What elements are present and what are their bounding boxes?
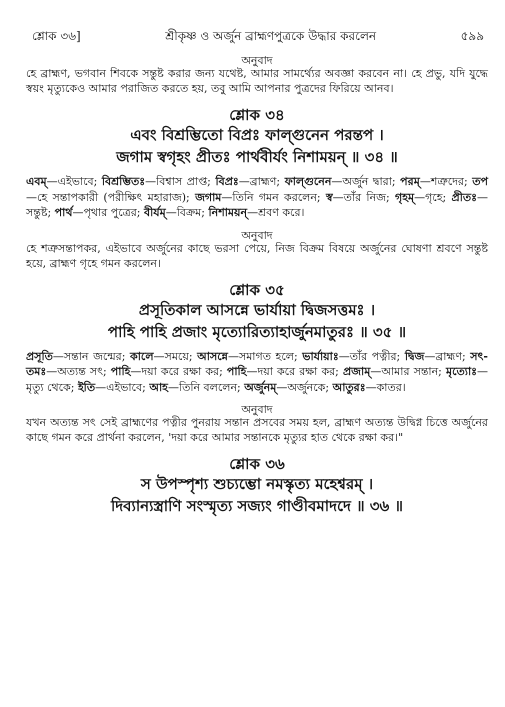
book-page xyxy=(26,28,488,517)
verse-35-word-meanings: প্রসূতি—সন্তান জন্মের; কালে—সময়ে; আসন্নে—সমাগত হলে; ভার্যায়াঃ—তাঁর পত্নীর; দ্বিজ—ব্রাহ্মণ; সৎ-তমঃ—অত্যন্ত সৎ; পাহি—দয়া করে রক্ষা কর; পাহি—দয়া করে রক্ষা কর; প্রজাম্—আমার সন্তান; মৃত্যোঃ—মৃত্যু থেকে; ইতি—এইভাবে; আহ—তিনি বললেন; অর্জুনম্—অর্জুনকে; আতুরঃ—কাতর। xyxy=(26,349,488,394)
running-header xyxy=(26,28,488,46)
translation-text: হে ব্রাহ্মণ, ভগবান শিবকে সন্তুষ্ট করার জন্য যথেষ্ট, আমার সামর্থ্যের অবজ্ঞা করবেন না। হে প্রভু, যদি যুদ্ধে স্বয়ং মৃত্যুকেও আমার পরাজিত করতে হয়, তবু আমি আপনার পুত্রদের ফিরিয়ে আনব। xyxy=(26,67,488,95)
header-chapter-title: শ্রীকৃষ্ণ ও অর্জুন ব্রাহ্মণপুত্রকে উদ্ধার করলেন xyxy=(165,29,377,43)
verse-36-line-2: দিব্যান্যস্ত্রাণি সংস্মৃত্য সজ্যং গাণ্ডীবমাদদে ॥ ৩৬ ॥ xyxy=(110,497,404,515)
verse-34-translation-heading: অনুবাদ xyxy=(241,228,273,242)
verse-35-translation: যখন অত্যন্ত সৎ সেই ব্রাহ্মণের পত্নীর পুনরায় সন্তান প্রসবের সময় হল, ব্রাহ্মণ অত্যন্ত উদ্বিগ্ন চিত্তে অর্জুনের কাছে গমন করে প্রার্থনা করলেন, 'দয়া করে আমার সন্তানকে মৃত্যুর হাত থেকে রক্ষা কর।" xyxy=(26,416,488,444)
page-number: ৫৯৯ xyxy=(460,29,484,43)
verse-35-title: শ্লোক ৩৫ xyxy=(229,280,285,299)
verse-36-line-1: স উপস্পৃশ্য শুচ্যম্ভো নমস্কৃত্য মহেশ্বরম্ । xyxy=(140,475,374,493)
verse-34-translation: হে শত্রুসন্তাপকর, এইভাবে অর্জুনের কাছে ভরসা পেয়ে, নিজ বিক্রম বিষয়ে অর্জুনের ঘোষণা শ্রবণে সন্তুষ্ট হয়ে, ব্রাহ্মণ গৃহে গমন করলেন। xyxy=(26,241,488,270)
verse-35-line-1: প্রসূতিকাল আসন্নে ভার্যায়া দ্বিজসত্তমঃ । xyxy=(138,300,376,319)
verse-34-word-meanings: এবম্—এইভাবে; বিশ্রম্ভিতঃ—বিশ্বাস প্রাপ্ত; বিপ্রঃ—ব্রাহ্মণ; ফাল্গুনেন—অর্জুন দ্বারা; পরম্—শত্রুদের; তপ—হে সন্তাপকারী (পরীক্ষিৎ মহারাজ); জগাম—তিনি গমন করলেন; স্ব—তাঁর নিজ; গৃহম্—গৃহে; প্রীতঃ—সন্তুষ্ট; পার্থ—পৃথার পুত্রের; বীর্যম্—বিক্রম; নিশাময়ন্—শ্রবণ করে। xyxy=(26,175,488,219)
verse-35-translation-heading: অনুবাদ xyxy=(241,403,273,416)
verse-35-line-2: পাহি পাহি প্রজাং মৃত্যোরিত্যাহার্জুনমাতুরঃ ॥ ৩৫ ॥ xyxy=(107,322,407,341)
verse-36-title: শ্লোক ৩৬ xyxy=(229,455,285,473)
translation-heading: অনুবাদ xyxy=(241,54,273,67)
verse-34-line-1: এবং বিশ্রম্ভিতো বিপ্রঃ ফাল্গুনেন পরন্তপ । xyxy=(130,126,384,144)
verse-34-line-2: জগাম স্বগৃহং প্রীতঃ পার্থবীর্যং নিশাময়ন্ ॥ ৩৪ ॥ xyxy=(116,148,398,166)
verse-34-title: শ্লোক ৩৪ xyxy=(229,106,285,124)
header-verse-ref: শ্লোক ৩৬] xyxy=(32,29,81,43)
